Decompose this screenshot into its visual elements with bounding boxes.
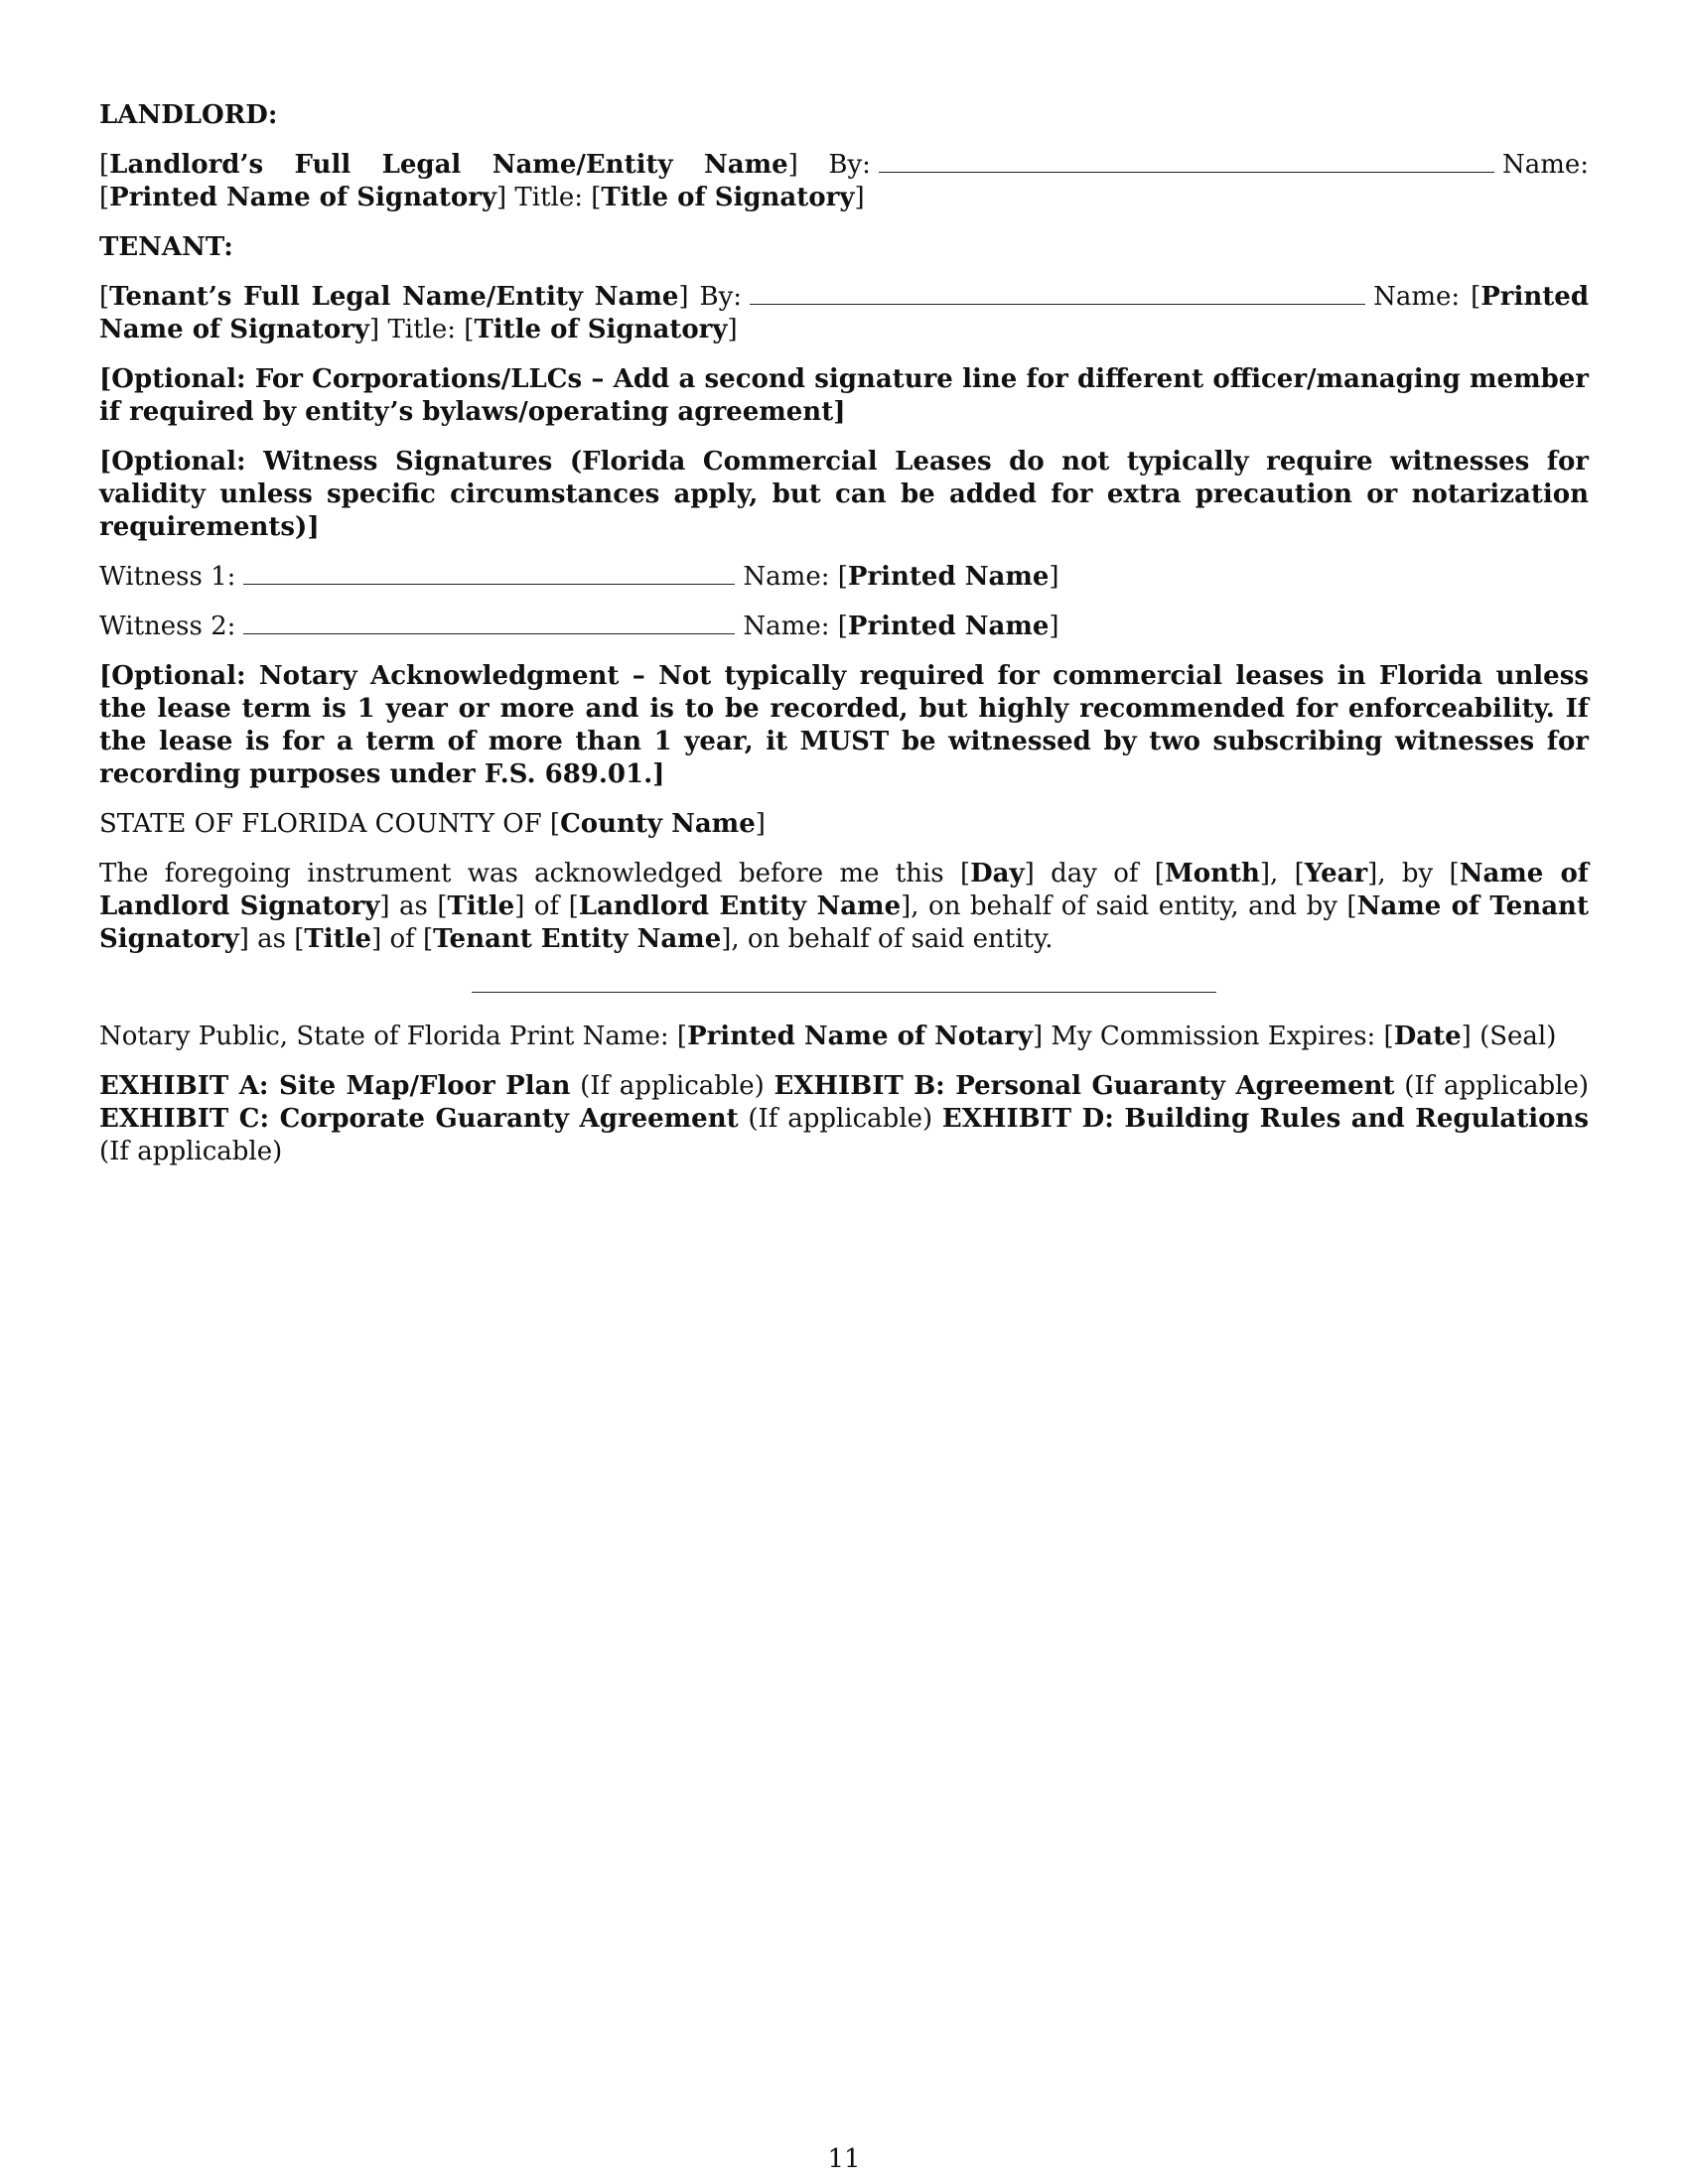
landlord-entity-name: Landlord’s Full Legal Name/Entity Name xyxy=(109,150,788,180)
optional-witness-note: [Optional: Witness Signatures (Florida Commercial Leases do not typically require witnesses for validity unless specific circumstances apply, but can be added for extra precaution or notarization requirements)] xyxy=(99,447,1589,542)
exhibits-list: EXHIBIT A: Site Map/Floor Plan (If applicable) EXHIBIT B: Personal Guaranty Agreement (If applicable) EXHIBIT C: Corporate Guaranty Agreement (If applicable) EXHIBIT D: Building Rules and Regulations (If applicable) xyxy=(99,1071,1589,1166)
landlord-signature-block: [Landlord’s Full Legal Name/Entity Name] By: Name: [Printed Name of Signatory] Title: [Title of Signatory] xyxy=(99,150,1590,212)
notary-commission-date: Date xyxy=(1393,1022,1462,1051)
exhibit-a: EXHIBIT A: Site Map/Floor Plan xyxy=(99,1071,571,1101)
tenant-title: Title of Signatory xyxy=(474,315,728,344)
notary-printed-name: Printed Name of Notary xyxy=(687,1022,1033,1051)
witness-1-signature-line[interactable] xyxy=(243,583,735,585)
exhibit-c: EXHIBIT C: Corporate Guaranty Agreement xyxy=(99,1104,739,1134)
document-page xyxy=(99,99,1589,1185)
exhibit-b: EXHIBIT B: Personal Guaranty Agreement xyxy=(774,1071,1395,1101)
landlord-signature-line[interactable] xyxy=(879,171,1494,173)
landlord-printed-name: Printed Name of Signatory xyxy=(109,183,497,212)
optional-corporations-note: [Optional: For Corporations/LLCs – Add a second signature line for different officer/managing member if required by entity’s bylaws/operating agreement] xyxy=(99,364,1589,427)
state-county-line: STATE OF FLORIDA COUNTY OF [County Name] xyxy=(99,809,766,839)
tenant-signature-block: [Tenant’s Full Legal Name/Entity Name] By: Name: [Printed Name of Signatory] Title: [Title of Signatory] xyxy=(99,282,1589,344)
tenant-printed-name: Printed Name of Signatory xyxy=(99,282,1589,344)
witness-1-row: Witness 1: Name: [Printed Name] xyxy=(99,562,1059,592)
landlord-heading: LANDLORD: xyxy=(99,100,278,130)
tenant-entity-name: Tenant’s Full Legal Name/Entity Name xyxy=(109,282,679,312)
acknowledgment-paragraph: The foregoing instrument was acknowledged before me this [Day] day of [Month], [Year], by [Name of Landlord Signatory] as [Title] of [Landlord Entity Name], on behalf of said entity, and by [Name of Tenant Signatory] as [Title] of [Tenant Entity Name], on behalf of said entity. xyxy=(99,859,1589,954)
exhibit-d: EXHIBIT D: Building Rules and Regulations xyxy=(941,1104,1589,1134)
witness-2-printed-name: Printed Name xyxy=(847,612,1050,641)
page-number: 11 xyxy=(827,2144,861,2174)
notary-block: Notary Public, State of Florida Print Name: [Printed Name of Notary] My Commission Expires: [Date] (Seal) xyxy=(99,1022,1557,1051)
county-name: County Name xyxy=(560,809,756,839)
optional-notary-note: [Optional: Notary Acknowledgment – Not typically required for commercial leases in Florida unless the lease term is 1 year or more and is to be recorded, but highly recommended for enforceability. If the lease is for a term of more than 1 year, it MUST be witnessed by two subscribing witnesses for recording purposes under F.S. 689.01.] xyxy=(99,661,1589,789)
witness-2-row: Witness 2: Name: [Printed Name] xyxy=(99,612,1059,641)
notary-signature-line[interactable] xyxy=(472,992,1216,993)
landlord-title: Title of Signatory xyxy=(601,183,855,212)
witness-2-signature-line[interactable] xyxy=(243,632,735,634)
tenant-heading: TENANT: xyxy=(99,232,233,262)
tenant-signature-line[interactable] xyxy=(750,303,1365,305)
witness-1-printed-name: Printed Name xyxy=(847,562,1050,592)
